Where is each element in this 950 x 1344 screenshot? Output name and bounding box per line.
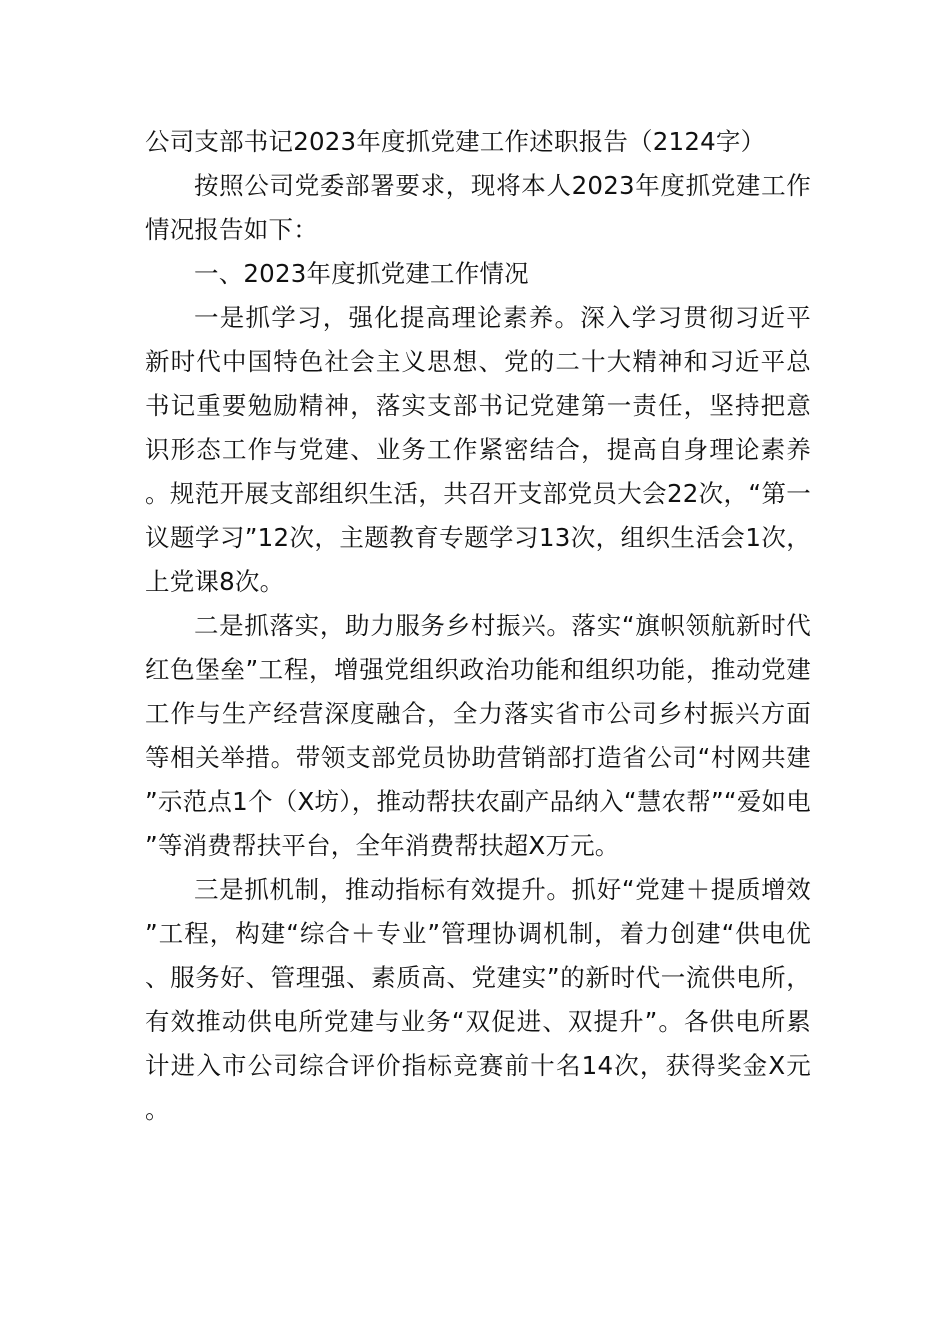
paragraph-mechanism: 三是抓机制，推动指标有效提升。抓好“党建＋提质增效”工程，构建“综合＋专业”管理协调机制，着力创建“供电优、服务好、管理强、素质高、党建实”的新时代一流供电所，有效推动供电所党建与业务“双促进、双提升”。各供电所累计进入市公司综合评价指标竞赛前十名14次，获得奖金X元。 <box>145 875 811 1124</box>
section-heading-1: 一、2023年度抓党建工作情况 <box>194 259 529 288</box>
paragraph-intro: 按照公司党委部署要求，现将本人2023年度抓党建工作情况报告如下： <box>145 171 811 244</box>
document-body <box>145 120 811 1132</box>
document-title: 公司支部书记2023年度抓党建工作述职报告（2124字） <box>145 127 766 156</box>
paragraph-study: 一是抓学习，强化提高理论素养。深入学习贯彻习近平新时代中国特色社会主义思想、党的二十大精神和习近平总书记重要勉励精神，落实支部书记党建第一责任，坚持把意识形态工作与党建、业务工作紧密结合，提高自身理论素养。规范开展支部组织生活，共召开支部党员大会22次，“第一议题学习”12次，主题教育专题学习13次，组织生活会1次，上党课8次。 <box>145 303 811 596</box>
paragraph-implementation: 二是抓落实，助力服务乡村振兴。落实“旗帜领航新时代红色堡垒”工程，增强党组织政治功能和组织功能，推动党建工作与生产经营深度融合，全力落实省市公司乡村振兴方面等相关举措。带领支部党员协助营销部打造省公司“村网共建”示范点1个（X坊），推动帮扶农副产品纳入“慧农帮”“爱如电”等消费帮扶平台，全年消费帮扶超X万元。 <box>145 611 811 860</box>
